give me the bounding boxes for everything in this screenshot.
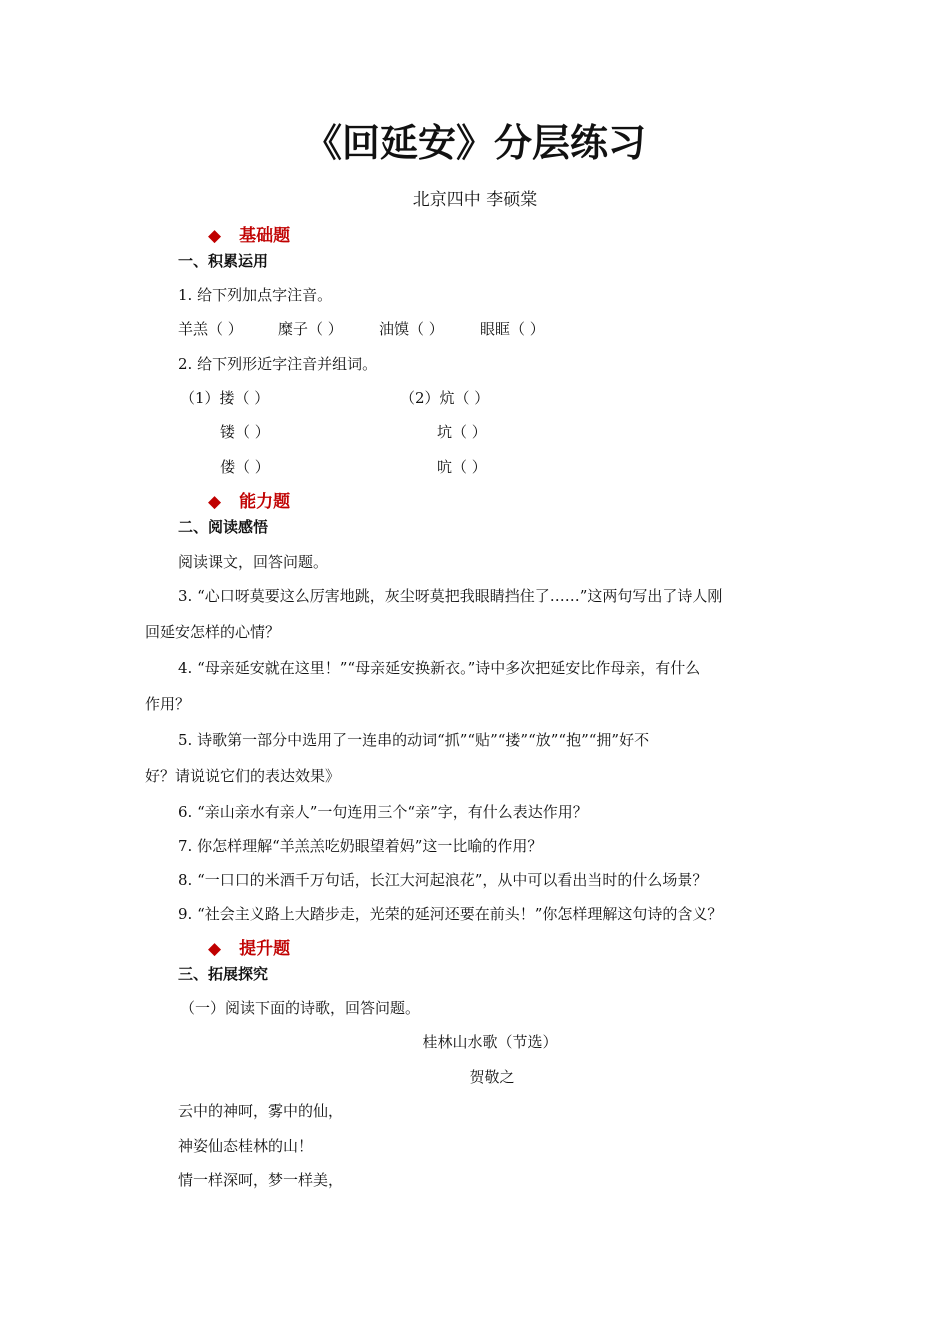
section-label: 提升题 xyxy=(239,939,291,959)
q1-item: 眼眶（ ） xyxy=(480,320,545,338)
diamond-icon: ◆ xyxy=(208,226,222,246)
question-4-cont: 作用？ xyxy=(145,695,191,713)
author: 北京四中 李硕棠 xyxy=(412,190,538,210)
poem-line: 神姿仙态桂林的山！ xyxy=(178,1137,314,1155)
question-7: 7. 你怎样理解“羊羔羔吃奶眼望着妈”这一比喻的作用？ xyxy=(178,837,543,855)
part2-heading: 二、阅读感悟 xyxy=(178,518,269,536)
page-title: 《回延安》分层练习 xyxy=(303,121,646,165)
section-label: 基础题 xyxy=(239,226,291,246)
part2-intro: 阅读课文，回答问题。 xyxy=(178,553,329,571)
q1-item: 羊羔（ ） xyxy=(178,320,243,338)
q2-item: 坑（ ） xyxy=(437,423,487,441)
section-label: 能力题 xyxy=(239,492,291,512)
section-advanced xyxy=(208,939,290,959)
q2-item: 偻（ ） xyxy=(220,458,270,476)
question-5-cont: 好？请说说它们的表达效果》 xyxy=(145,767,341,785)
section-basic xyxy=(208,226,290,246)
question-3-cont: 回延安怎样的心情？ xyxy=(145,623,281,641)
question-5: 5. 诗歌第一部分中选用了一连串的动词“抓”“贴”“搂”“放”“抱”“拥”好不 xyxy=(178,731,650,749)
poem-author: 贺敬之 xyxy=(469,1068,515,1086)
question-2: 2. 给下列形近字注音并组词。 xyxy=(178,355,378,373)
section-ability xyxy=(208,492,290,512)
poem-title: 桂林山水歌（节选） xyxy=(422,1033,558,1051)
q2-item: 吭（ ） xyxy=(437,458,487,476)
q2-item: （2）炕（ ） xyxy=(400,389,490,407)
question-6: 6. “亲山亲水有亲人”一句连用三个“亲”字，有什么表达作用？ xyxy=(178,803,588,821)
poem-line: 云中的神呵，雾中的仙， xyxy=(178,1102,344,1120)
question-3: 3. “心口呀莫要这么厉害地跳，灰尘呀莫把我眼睛挡住了……”这两句写出了诗人刚 xyxy=(178,587,723,605)
part3-heading: 三、拓展探究 xyxy=(178,965,269,983)
diamond-icon: ◆ xyxy=(208,492,222,512)
q2-item: 镂（ ） xyxy=(220,423,270,441)
q1-item: 糜子（ ） xyxy=(278,320,343,338)
q1-item: 油馍（ ） xyxy=(379,320,444,338)
diamond-icon: ◆ xyxy=(208,939,222,959)
question-8: 8. “一口口的米酒千万句话，长江大河起浪花”，从中可以看出当时的什么场景？ xyxy=(178,871,708,889)
question-9: 9. “社会主义路上大踏步走，光荣的延河还要在前头！”你怎样理解这句诗的含义？ xyxy=(178,905,723,923)
part1-heading: 一、积累运用 xyxy=(178,252,269,270)
part3-intro: （一）阅读下面的诗歌，回答问题。 xyxy=(180,999,421,1017)
q2-item: （1）搂（ ） xyxy=(180,389,270,407)
question-4: 4. “母亲延安就在这里！”“母亲延安换新衣。”诗中多次把延安比作母亲，有什么 xyxy=(178,659,701,677)
poem-line: 情一样深呵，梦一样美， xyxy=(178,1171,344,1189)
question-1: 1. 给下列加点字注音。 xyxy=(178,286,333,304)
